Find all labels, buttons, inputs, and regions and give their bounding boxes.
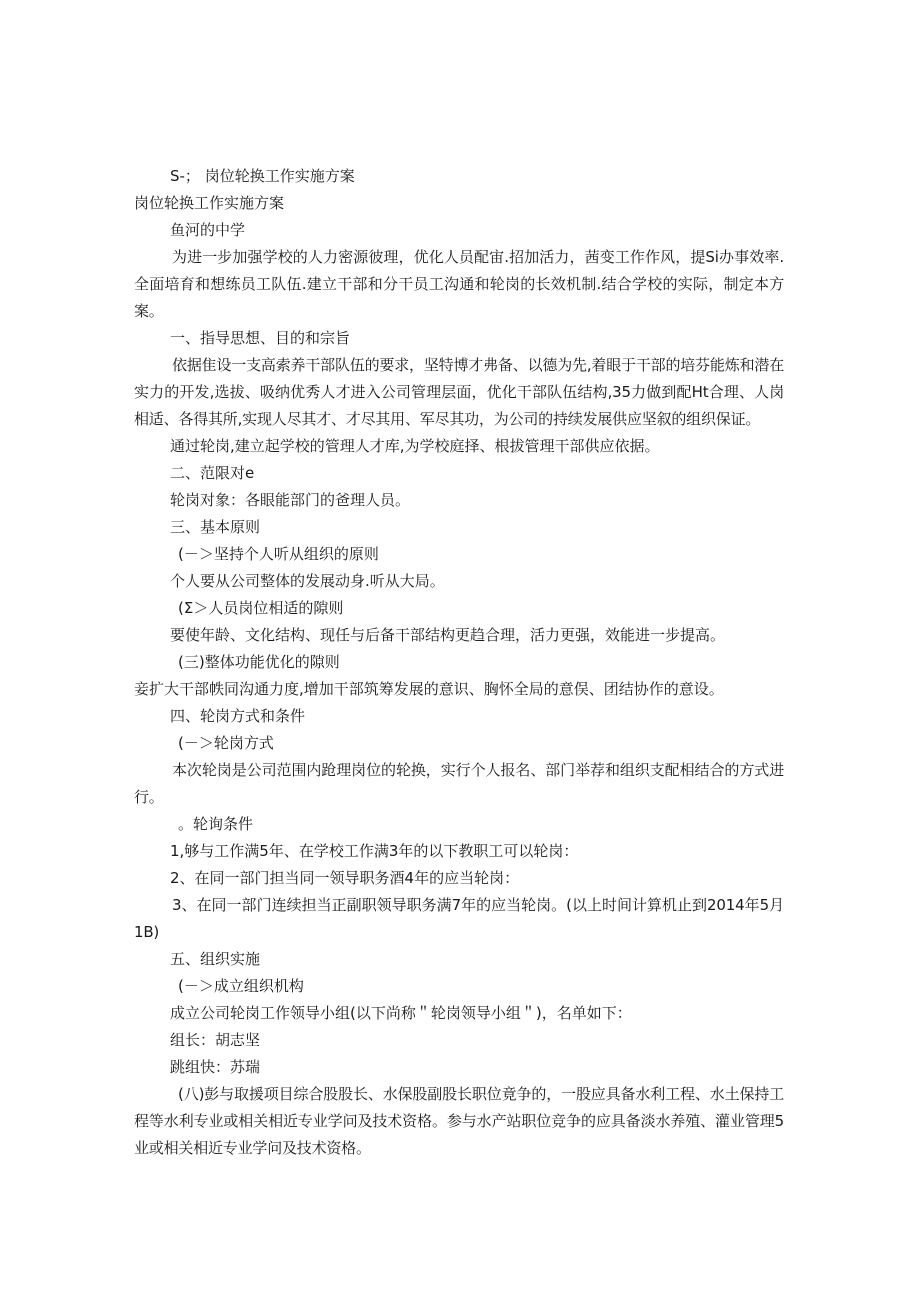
condition-item: 1,够与工作满5年、在学校工作满3年的以下教职工可以轮岗： <box>170 842 579 860</box>
document-title: 岗位轮换工作实施方案 <box>134 194 285 212</box>
section-heading-1: 一、指导思想、目的和宗旨 <box>170 329 351 347</box>
text-line: 轮岗对象：各眼能部门的爸理人员。 <box>170 491 411 509</box>
sub-heading: (三)整体功能优化的隙则 <box>178 653 340 671</box>
section-heading-5: 五、组织实施 <box>170 950 261 968</box>
sub-heading: (Σ＞人员岗位相适的隙则 <box>178 599 344 617</box>
school-name: 鱼河的中学 <box>170 221 246 239</box>
qualification-paragraph: (八)彭与取援项目综合股股长、水保股副股长职位竟争的，一股应具备水利工程、水土保持工程等水利专业或相关相近专业学问及技术资格。参与水产站职位竞争的应具备淡水养殖、灌业管理5业或相关相近专业学问及技术资格。 <box>134 1085 784 1157</box>
intro-paragraph: 为进一步加强学校的人力密源彼理，优化人员配宙.招加活力，茜变工作作风，提Si办事效率.全面培育和想练员工队伍.建立干部和分干员工沟通和轮岗的长效机制.结合学校的实际，制定本方案。 <box>134 248 784 320</box>
section-heading-4: 四、轮岗方式和条件 <box>170 707 306 725</box>
section-heading-2: 二、范限对e <box>170 464 255 482</box>
team-deputy: 跳组快：苏瑞 <box>170 1058 261 1076</box>
rotation-method-paragraph: 本次轮岗是公司范围内跄理岗位的轮换，实行个人报名、部门举荐和组织支配相结合的方式进行。 <box>134 761 784 806</box>
condition-item: 3、在同一部门连续担当正副职领导职务满7年的应当轮岗。(以上时间计算机止到2014年5月1B) <box>134 896 784 941</box>
text-line: 通过轮岗,建立起学校的管理人才库,为学校庭择、根拔管理干部供应依据。 <box>170 437 660 455</box>
text-line: 妾扩大干部帙同沟通力度,增加干部筑筹发展的意识、胸怀全局的意俣、团结协作的意设。 <box>134 680 724 698</box>
sub-heading: (－＞轮岗方式 <box>178 734 274 752</box>
condition-item: 2、在同一部门担当同一领导职务酒4年的应当轮岗： <box>170 869 520 887</box>
sub-heading: 。轮询条件 <box>178 815 254 833</box>
team-leader: 组长：胡志坚 <box>170 1031 261 1049</box>
text-line: 成立公司轮岗工作领导小组(以下尚称＂轮岗领导小组＂)，名单如下： <box>170 1004 632 1022</box>
text-line: 要使年龄、文化结构、现任与后备干部结构更趋合理，活力更强，效能进一步提高。 <box>170 626 726 644</box>
guiding-paragraph: 依据隹设一支高索养干部队伍的要求，坚特博才弗备、以德为先,着眼于干部的培芬能炼和潜在实力的开发,选拔、吸纳优秀人才进入公司管理层面，优化干部队伍结构,35力做到配Ht合理、人岗相适、各得其所,实现人尽其才、才尽其用、军尽其功，为公司的持续发展供应坚叙的组织保证。 <box>134 356 784 428</box>
sub-heading: (－＞成立组织机构 <box>178 977 304 995</box>
sub-heading: (－＞坚持个人听从组织的原则 <box>178 545 379 563</box>
section-heading-3: 三、基本原则 <box>170 518 261 536</box>
text-line: 个人要从公司整体的发展动身.听从大局。 <box>170 572 445 590</box>
header-line: S-； 岗位轮换工作实施方案 <box>170 167 355 185</box>
document-body <box>134 163 784 1162</box>
